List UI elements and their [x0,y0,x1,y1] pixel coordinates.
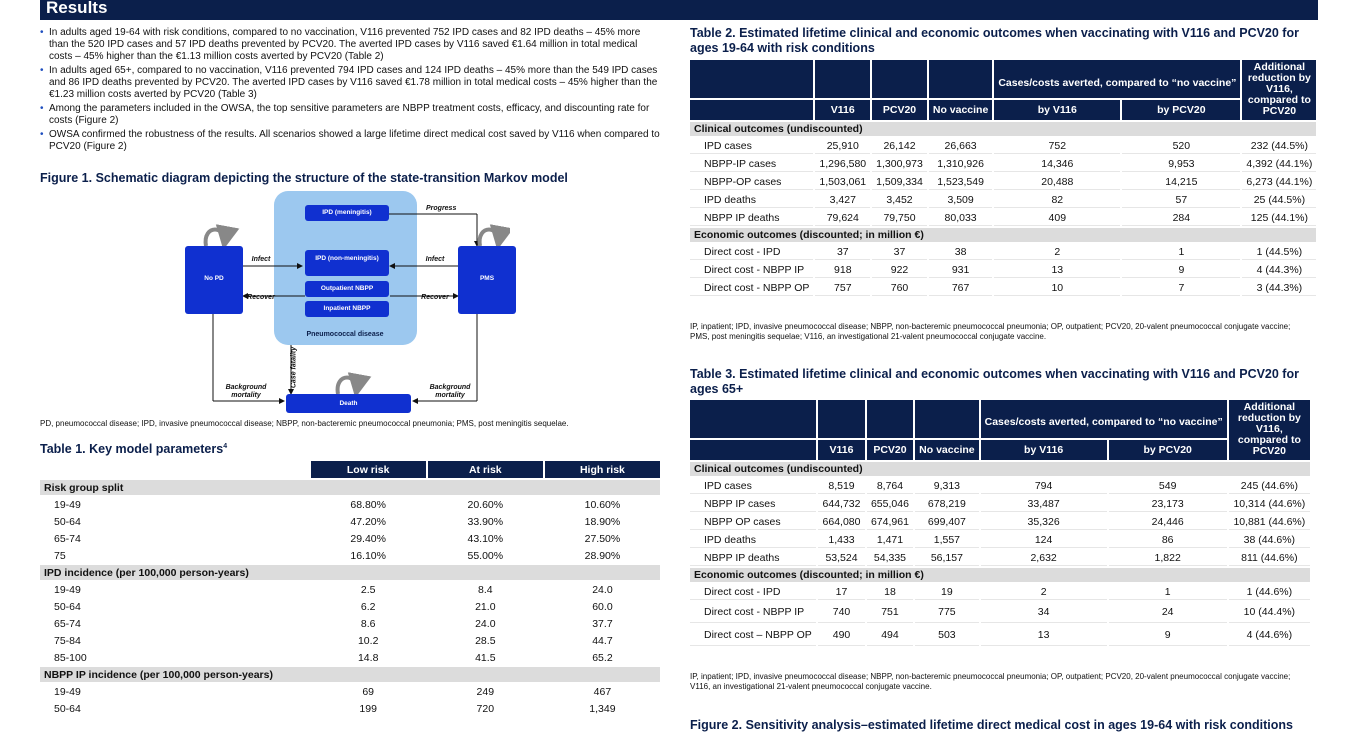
table2-header: V116 [815,100,870,120]
cell-value: 33.90% [428,514,543,529]
cell-value: 18.90% [545,514,660,529]
row-label: IPD deaths [690,192,813,208]
cell-value: 13 [981,625,1107,646]
cell-value: 811 (44.6%) [1229,550,1310,566]
cell-value: 55.00% [428,548,543,563]
figure1-title: Figure 1. Schematic diagram depicting the structure of the state-transition Markov model [40,171,568,185]
pneumococcal-disease-label: Pneumococcal disease [306,331,384,338]
cell-value: 33,487 [981,496,1107,512]
cell-value: 28.5 [428,633,543,648]
cell-value: 124 [981,532,1107,548]
cell-value: 44.7 [545,633,660,648]
cell-value: 674,961 [867,514,913,530]
node-death: Death [286,394,411,413]
table3-header: by V116 [981,440,1107,460]
cell-value: 249 [428,684,543,699]
cell-value: 655,046 [867,496,913,512]
figure1-footnote: PD, pneumococcal disease; IPD, invasive pneumococcal disease; NBPP, non-bacteremic pneumococcal pneumonia; PMS, post meningitis sequelae. [40,419,569,428]
cell-value: 86 [1109,532,1227,548]
node-pms: PMS [458,246,516,314]
edge-recover-right: Recover [421,294,449,301]
row-label: 65-74 [40,531,309,546]
table-row [40,582,660,597]
cell-value: 37 [815,244,870,260]
row-label: 75-84 [40,633,309,648]
node-no-pd: No PD [185,246,243,314]
table2-header: PCV20 [872,100,927,120]
cell-value: 644,732 [818,496,864,512]
table1-header: High risk [545,461,660,478]
cell-value: 43.10% [428,531,543,546]
table2-header-row-2 [690,100,1316,120]
cell-value: 47.20% [311,514,426,529]
cell-value: 1,300,973 [872,156,927,172]
cell-value: 757 [815,280,870,296]
cell-value: 1,503,061 [815,174,870,190]
cell-value: 8,764 [867,478,913,494]
cell-value: 2 [994,244,1120,260]
cell-value: 2,632 [981,550,1107,566]
node-outpatient-nbpp: Outpatient NBPP [305,281,389,297]
cell-value: 26,142 [872,138,927,154]
row-label: 19-49 [40,684,309,699]
cell-value: 35,326 [981,514,1107,530]
cell-value: 24,446 [1109,514,1227,530]
table1-header: Low risk [311,461,426,478]
table1-group-row [40,565,660,580]
table3-group-row [690,462,1310,476]
cell-value: 69 [311,684,426,699]
table-row [690,192,1316,208]
cell-value: 54,335 [867,550,913,566]
cell-value: 53,524 [818,550,864,566]
table1-group-row [40,667,660,682]
table-row [690,138,1316,154]
cell-value: 245 (44.6%) [1229,478,1310,494]
cell-value: 41.5 [428,650,543,665]
cell-value: 1 [1122,244,1240,260]
cell-value: 27.50% [545,531,660,546]
cell-value: 79,624 [815,210,870,226]
table-row [690,210,1316,226]
table1-title: Table 1. Key model parameters$^4$ [40,442,228,456]
row-label: NBPP OP cases [690,514,816,530]
cell-value: 1 [1109,584,1227,600]
cell-value: 9 [1122,262,1240,278]
table3-header-row-2 [690,440,1310,460]
table-row [690,550,1310,566]
cell-value: 1,523,549 [929,174,992,190]
cell-value: 13 [994,262,1120,278]
table-row [690,174,1316,190]
cell-value: 2 [981,584,1107,600]
bullet-item: • OWSA confirmed the robustness of the results. All scenarios showed a large lifetime direct medical cost saved by V116 when compared to PCV20 (Figure 2) [40,129,660,153]
table-row [40,497,660,512]
cell-value: 34 [981,602,1107,623]
row-label: Direct cost - NBPP IP [690,602,816,623]
table3-header-group: Cases/costs averted, compared to “no vaccine” [981,400,1227,438]
cell-value: 1,557 [915,532,978,548]
cell-value: 26,663 [929,138,992,154]
cell-value: 3,452 [872,192,927,208]
cell-value: 549 [1109,478,1227,494]
table2-header-additional: Additional reduction by V116, compared to PCV20 [1242,60,1316,120]
cell-value: 10 (44.4%) [1229,602,1310,623]
cell-value: 918 [815,262,870,278]
cell-value: 760 [872,280,927,296]
table-row [690,156,1316,172]
row-label: Direct cost - IPD [690,244,813,260]
cell-value: 3,509 [929,192,992,208]
cell-value: 9,313 [915,478,978,494]
cell-value: 10,314 (44.6%) [1229,496,1310,512]
table-row [40,599,660,614]
row-label: Direct cost – NBPP OP [690,625,816,646]
cell-value: 3 (44.3%) [1242,280,1316,296]
table-row [690,625,1310,646]
cell-value: 409 [994,210,1120,226]
table2-header: by PCV20 [1122,100,1240,120]
cell-value: 6.2 [311,599,426,614]
table-row [690,584,1310,600]
cell-value: 4,392 (44.1%) [1242,156,1316,172]
row-label: Direct cost - NBPP IP [690,262,813,278]
cell-value: 494 [867,625,913,646]
edge-infect-right: Infect [425,256,445,263]
cell-value: 3,427 [815,192,870,208]
row-label: 85-100 [40,650,309,665]
table3-title: Table 3. Estimated lifetime clinical and economic outcomes when vaccinating with V116 and PCV20 for ages 65+ [690,367,1299,396]
row-label: NBPP IP cases [690,496,816,512]
cell-value: 199 [311,701,426,716]
table2-footnote: IP, inpatient; IPD, invasive pneumococcal disease; NBPP, non-bacteremic pneumococcal pneumonia; OP, outpatient; PCV20, 20-valent pneumococcal conjugate vaccine; PMS, post meningitis sequelae; V116, an investigational 21-valent pneumococcal conjugate vaccine. [690,322,1291,341]
cell-value: 740 [818,602,864,623]
cell-value: 794 [981,478,1107,494]
cell-value: 1,509,334 [872,174,927,190]
table1-group-label: NBPP IP incidence (per 100,000 person-years) [40,667,660,682]
edge-progress: Progress [426,205,457,212]
table1 [38,459,662,718]
table3-header: No vaccine [915,440,978,460]
cell-value: 284 [1122,210,1240,226]
cell-value: 751 [867,602,913,623]
cell-value: 38 (44.6%) [1229,532,1310,548]
cell-value: 65.2 [545,650,660,665]
cell-value: 467 [545,684,660,699]
cell-value: 8.6 [311,616,426,631]
table-row [40,701,660,716]
cell-value: 1,471 [867,532,913,548]
cell-value: 23,173 [1109,496,1227,512]
table1-group-label: Risk group split [40,480,660,495]
row-label: IPD cases [690,478,816,494]
results-heading: Results [40,0,1318,20]
table3-header: PCV20 [867,440,913,460]
node-ipd-non-meningitis: IPD (non-meningitis) [305,250,389,276]
cell-value: 8.4 [428,582,543,597]
table2-group-row [690,122,1316,136]
cell-value: 922 [872,262,927,278]
table2-group-label: Economic outcomes (discounted; in million €) [690,228,1316,242]
table1-group-row [40,480,660,495]
row-label: 75 [40,548,309,563]
cell-value: 21.0 [428,599,543,614]
table-row [690,244,1316,260]
cell-value: 520 [1122,138,1240,154]
row-label: 50-64 [40,514,309,529]
table3-group-label: Clinical outcomes (undiscounted) [690,462,1310,476]
cell-value: 8,519 [818,478,864,494]
table3 [688,398,1312,648]
table2-title: Table 2. Estimated lifetime clinical and economic outcomes when vaccinating with V116 and PCV20 for ages 19-64 with risk conditions [690,26,1299,55]
table3-group-label: Economic outcomes (discounted; in million €) [690,568,1310,582]
table-row [690,602,1310,623]
row-label: 50-64 [40,701,309,716]
node-inpatient-nbpp: Inpatient NBPP [305,301,389,317]
table1-header-row [40,461,660,478]
cell-value: 7 [1122,280,1240,296]
cell-value: 767 [929,280,992,296]
cell-value: 125 (44.1%) [1242,210,1316,226]
cell-value: 38 [929,244,992,260]
row-label: IPD deaths [690,532,816,548]
table-row [690,280,1316,296]
cell-value: 80,033 [929,210,992,226]
cell-value: 9,953 [1122,156,1240,172]
table-row [40,633,660,648]
cell-value: 931 [929,262,992,278]
cell-value: 4 (44.3%) [1242,262,1316,278]
table2-header-row-1 [690,60,1316,98]
table3-footnote: IP, inpatient; IPD, invasive pneumococcal disease; NBPP, non-bacteremic pneumococcal pneumonia; OP, outpatient; PCV20, 20-valent pneumococcal conjugate vaccine; V116, an investigational 21-valent pneumococcal conjugate vaccine. [690,672,1291,691]
edge-background-mortality-right: Background mortality [429,384,471,399]
table-row [690,532,1310,548]
cell-value: 775 [915,602,978,623]
edge-background-mortality-left: Background mortality [225,384,267,399]
table3-header-additional: Additional reduction by V116, compared to PCV20 [1229,400,1310,460]
table1-group-label: IPD incidence (per 100,000 person-years) [40,565,660,580]
cell-value: 18 [867,584,913,600]
cell-value: 1 (44.5%) [1242,244,1316,260]
cell-value: 699,407 [915,514,978,530]
cell-value: 82 [994,192,1120,208]
table2-header: No vaccine [929,100,992,120]
cell-value: 1,349 [545,701,660,716]
cell-value: 17 [818,584,864,600]
cell-value: 10.60% [545,497,660,512]
cell-value: 1,822 [1109,550,1227,566]
cell-value: 57 [1122,192,1240,208]
table3-group-row [690,568,1310,582]
table-row [40,548,660,563]
cell-value: 664,080 [818,514,864,530]
table-row [690,478,1310,494]
edge-recover-left: Recover [247,294,275,301]
cell-value: 25 (44.5%) [1242,192,1316,208]
cell-value: 232 (44.5%) [1242,138,1316,154]
results-bullets [40,27,660,155]
row-label: NBPP IP deaths [690,210,813,226]
cell-value: 6,273 (44.1%) [1242,174,1316,190]
cell-value: 14.8 [311,650,426,665]
row-label: 65-74 [40,616,309,631]
cell-value: 4 (44.6%) [1229,625,1310,646]
cell-value: 1,433 [818,532,864,548]
cell-value: 678,219 [915,496,978,512]
cell-value: 24.0 [428,616,543,631]
bullet-item: • In adults aged 65+, compared to no vaccination, V116 prevented 794 IPD cases and 124 IPD deaths – 45% more than the 549 IPD cases and 86 IPD deaths prevented by PCV20. The averted IPD cases by V116 saved €1.78 million in total medical costs – 45% higher than the €1.23 million costs averted by PCV20 (Table 3) [40,65,660,101]
cell-value: 25,910 [815,138,870,154]
cell-value: 1,310,926 [929,156,992,172]
table-row [40,616,660,631]
cell-value: 24 [1109,602,1227,623]
table2-group-label: Clinical outcomes (undiscounted) [690,122,1316,136]
cell-value: 68.80% [311,497,426,512]
table-row [40,650,660,665]
cell-value: 20,488 [994,174,1120,190]
row-label: IPD cases [690,138,813,154]
node-ipd-meningitis: IPD (meningitis) [305,205,389,221]
cell-value: 490 [818,625,864,646]
cell-value: 20.60% [428,497,543,512]
table3-header: by PCV20 [1109,440,1227,460]
cell-value: 60.0 [545,599,660,614]
figure2-title: Figure 2. Sensitivity analysis–estimated lifetime direct medical cost in ages 19-64 with risk conditions [690,718,1293,732]
cell-value: 29.40% [311,531,426,546]
cell-value: 752 [994,138,1120,154]
cell-value: 14,215 [1122,174,1240,190]
table-row [690,514,1310,530]
row-label: 50-64 [40,599,309,614]
edge-infect-left: Infect [251,256,271,263]
cell-value: 24.0 [545,582,660,597]
row-label: NBPP-OP cases [690,174,813,190]
table-row [40,684,660,699]
bullet-item: • In adults aged 19-64 with risk conditions, compared to no vaccination, V116 prevented 752 IPD cases and 82 IPD deaths – 45% more than the 520 IPD cases and 57 IPD deaths prevented by PCV20. The averted IPD cases by V116 saved €1.64 million in total medical costs – 45% higher than the €1.13 million costs averted by PCV20 (Table 2) [40,27,660,63]
row-label: Direct cost - NBPP OP [690,280,813,296]
cell-value: 10.2 [311,633,426,648]
row-label: 19-49 [40,497,309,512]
cell-value: 37.7 [545,616,660,631]
table-row [690,262,1316,278]
edge-case-fatality: Case fatality [290,346,298,389]
cell-value: 28.90% [545,548,660,563]
table-row [40,531,660,546]
cell-value: 720 [428,701,543,716]
cell-value: 503 [915,625,978,646]
row-label: 19-49 [40,582,309,597]
table2-header: by V116 [994,100,1120,120]
row-label: NBPP-IP cases [690,156,813,172]
table2 [688,58,1318,298]
cell-value: 1 (44.6%) [1229,584,1310,600]
cell-value: 9 [1109,625,1227,646]
cell-value: 10 [994,280,1120,296]
cell-value: 10,881 (44.6%) [1229,514,1310,530]
table2-group-row [690,228,1316,242]
table-row [690,496,1310,512]
cell-value: 1,296,580 [815,156,870,172]
bullet-item: • Among the parameters included in the OWSA, the top sensitive parameters are NBPP treatment costs, efficacy, and discounting rate for costs (Figure 2) [40,103,660,127]
cell-value: 56,157 [915,550,978,566]
table3-header-row-1 [690,400,1310,438]
cell-value: 16.10% [311,548,426,563]
table1-header: At risk [428,461,543,478]
row-label: NBPP IP deaths [690,550,816,566]
cell-value: 14,346 [994,156,1120,172]
cell-value: 19 [915,584,978,600]
cell-value: 79,750 [872,210,927,226]
row-label: Direct cost - IPD [690,584,816,600]
table3-header: V116 [818,440,864,460]
cell-value: 37 [872,244,927,260]
table-row [40,514,660,529]
table2-header-group: Cases/costs averted, compared to “no vaccine” [994,60,1240,98]
cell-value: 2.5 [311,582,426,597]
markov-diagram [180,188,510,418]
